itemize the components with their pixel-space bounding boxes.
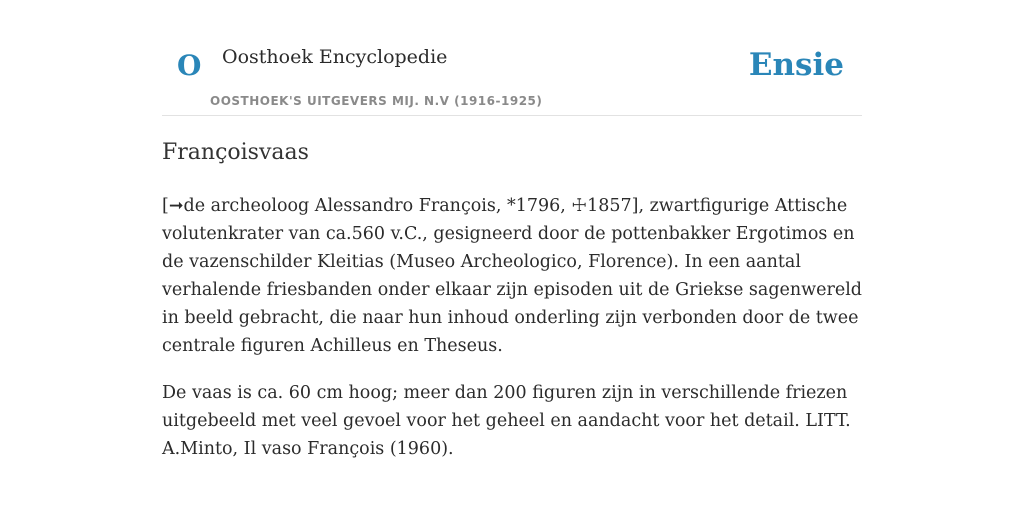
source-logo[interactable]: O <box>177 49 202 82</box>
entry-paragraph: [➞de archeoloog Alessandro François, *1796, ☩1857], zwartfigurige Attische volutenkrater van ca.560 v.C., gesigneerd door de pottenbakker Ergotimos en de vazenschilder Kleitias (Museo Archeologico, Florence). In een aantal verhalende friesbanden onder elkaar zijn episoden uit de Griekse sagenwereld in beeld gebracht, die naar hun inhoud onderling zijn verbonden door de twee centrale figuren Achilleus en Theseus. <box>162 196 863 356</box>
entry-title: Françoisvaas <box>162 140 309 165</box>
page-container <box>162 0 863 459</box>
source-title[interactable]: Oosthoek Encyclopedie <box>222 46 448 68</box>
brand-logo-link[interactable]: Ensie <box>748 47 844 83</box>
entry-paragraph: De vaas is ca. 60 cm hoog; meer dan 200 figuren zijn in verschillende friezen uitgebeeld met veel gevoel voor het geheel en aandacht voor het detail. LITT. A.Minto, Il vaso François (1960). <box>162 383 851 459</box>
source-subtitle: OOSTHOEK'S UITGEVERS MIJ. N.V (1916-1925) <box>210 94 543 108</box>
source-header <box>162 0 862 116</box>
entry-body <box>162 192 862 482</box>
